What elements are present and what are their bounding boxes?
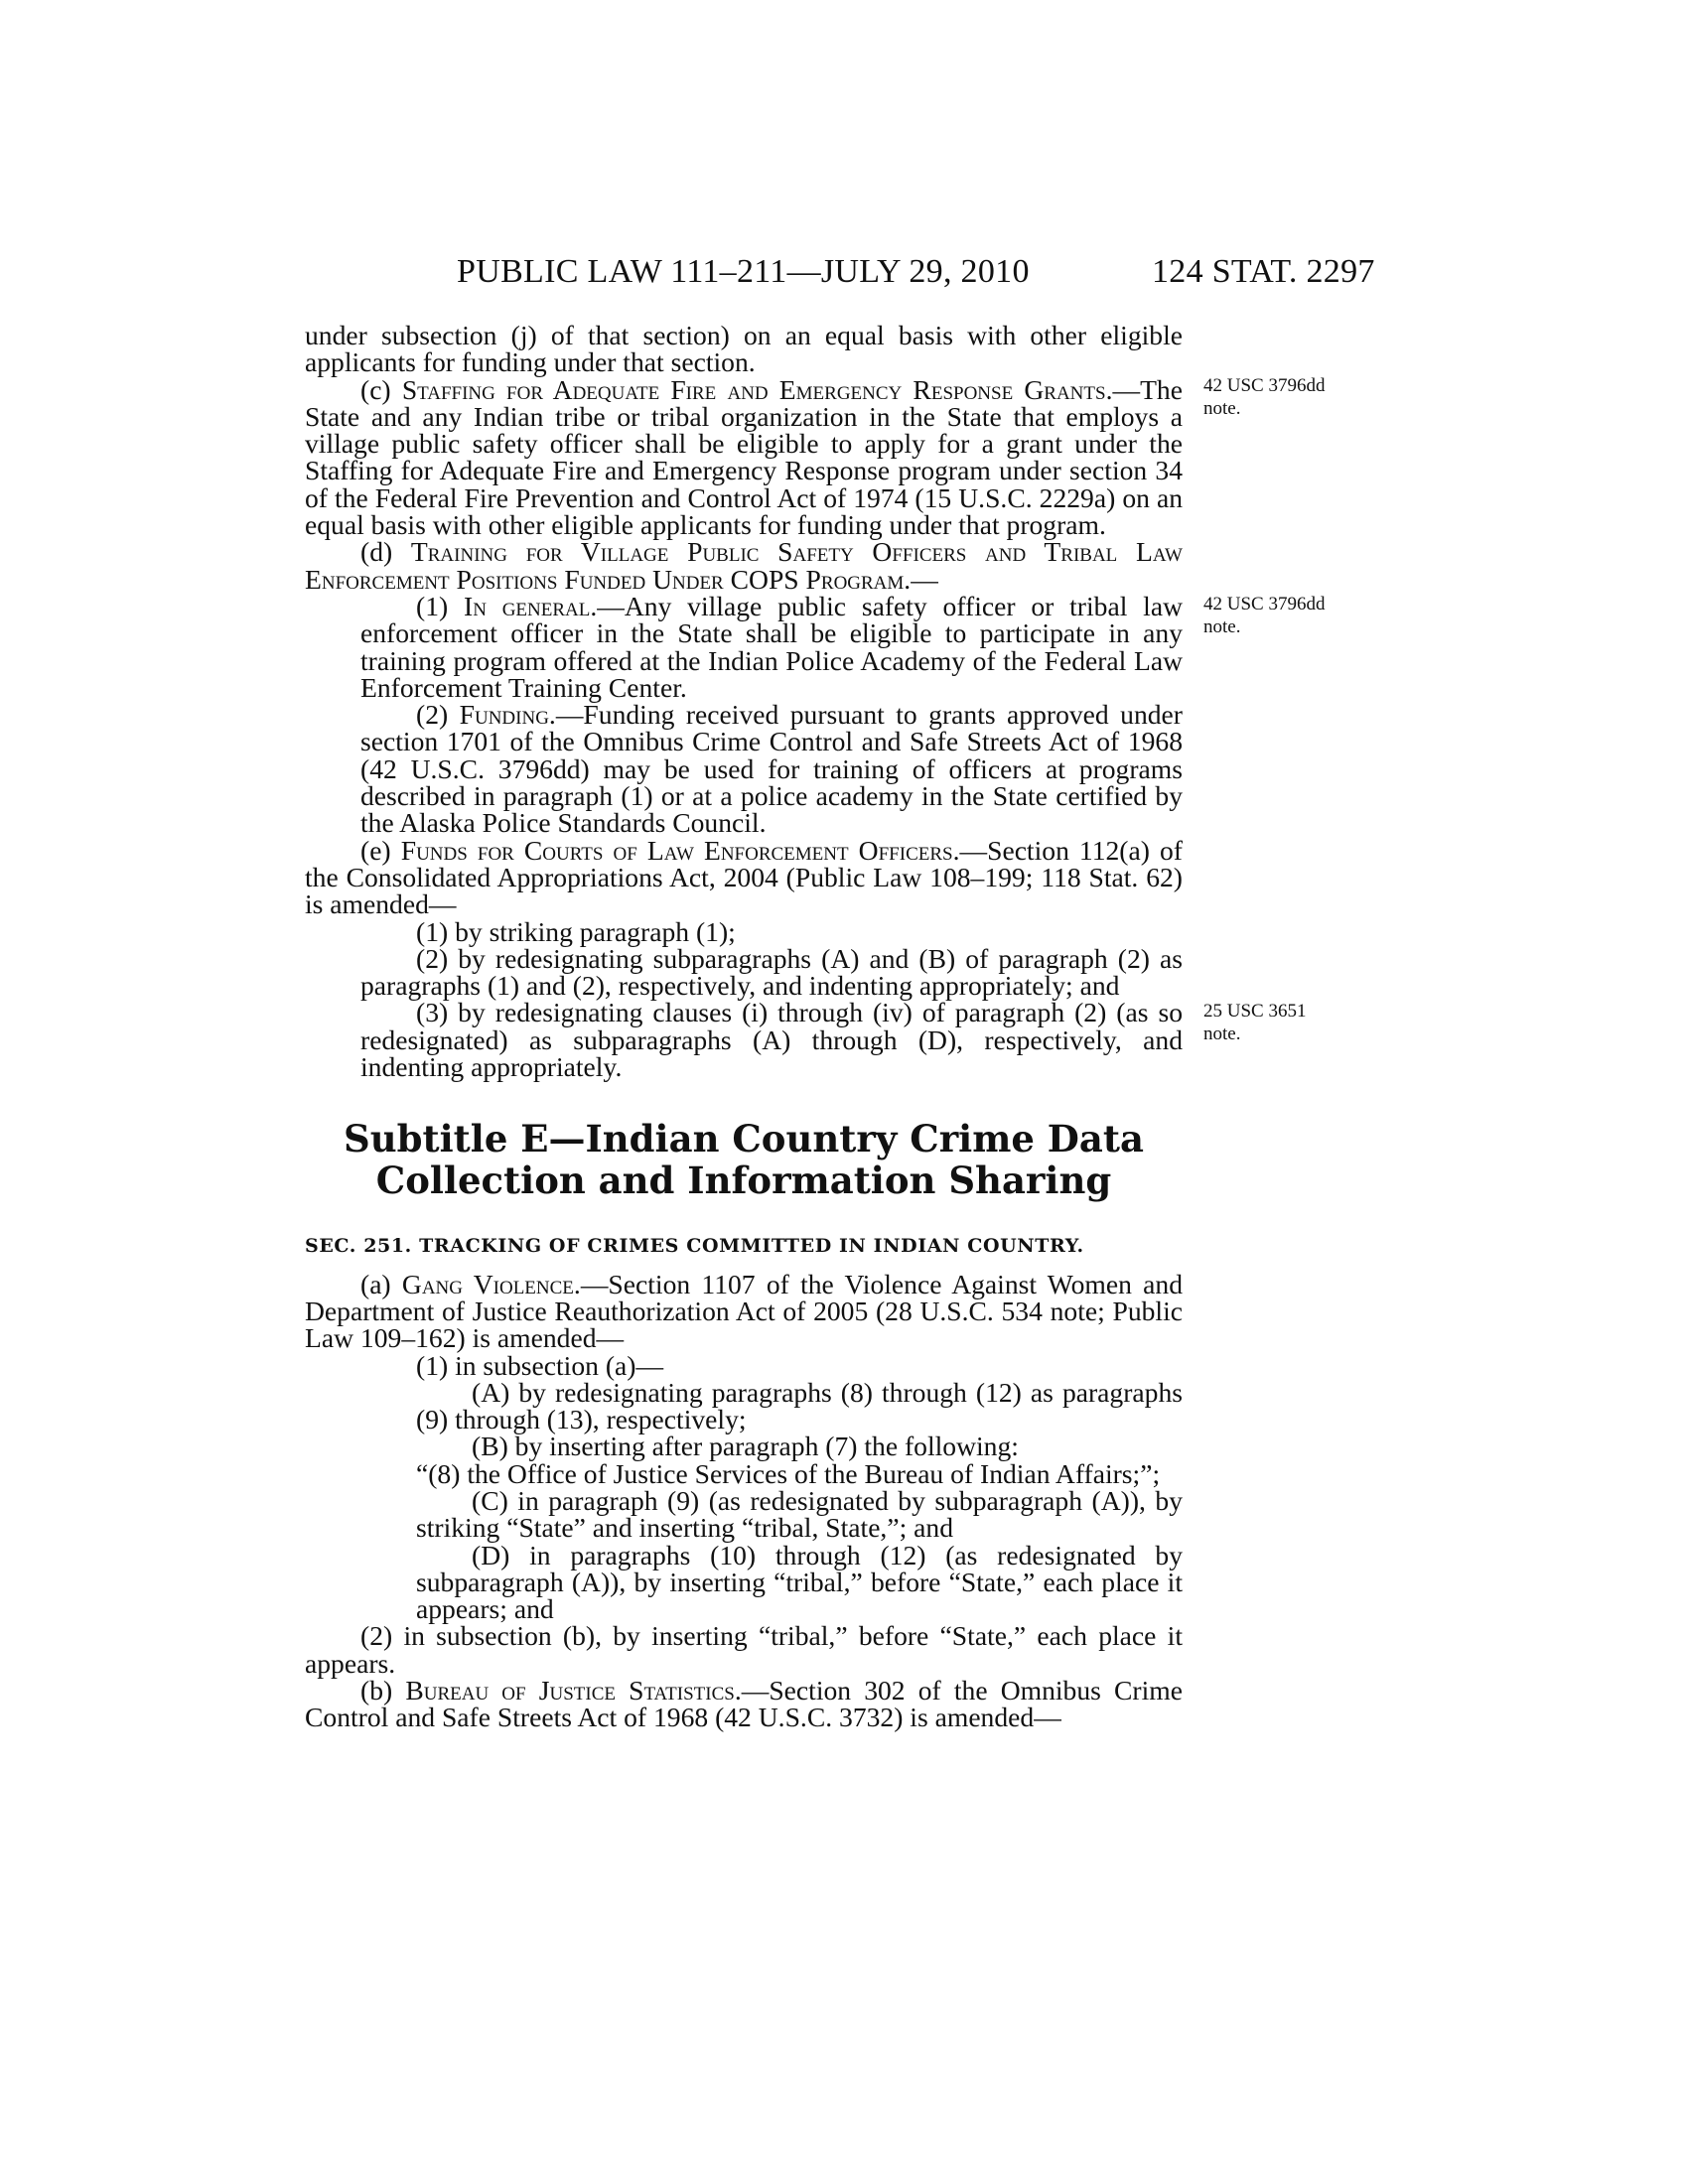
subsection-c-label: (c) bbox=[360, 373, 391, 405]
subtitle-heading bbox=[305, 1118, 1183, 1201]
paragraph-d2 bbox=[305, 699, 1183, 839]
subsection-d-heading: Training for Village Public Safety Officers and Tribal Law Enforcement Positions Funded Under COPS Program. bbox=[305, 536, 1183, 595]
subsection-b-heading: Bureau of Justice Statistics. bbox=[405, 1675, 742, 1706]
main-text-column bbox=[305, 322, 1183, 1731]
margin-note-3-suffix: note. bbox=[1203, 1024, 1241, 1044]
paragraph-d1 bbox=[305, 590, 1183, 703]
subsection-d-label: (d) bbox=[360, 536, 393, 568]
quoted-insertion: “(8) the Office of Justice Services of the Bureau of Indian Affairs;”; bbox=[416, 1457, 1161, 1489]
subsection-e-text: —Section 112(a) of the Consolidated Appropriations Act, 2004 (Public Law 108–199; 118 Stat. 62) is amended— bbox=[305, 834, 1183, 920]
margin-note-2-suffix: note. bbox=[1203, 616, 1241, 637]
subtitle-line-2: Collection and Information Sharing bbox=[375, 1159, 1112, 1203]
paragraph-e1: (1) by striking paragraph (1); bbox=[416, 915, 736, 947]
subtitle-line-1: Subtitle E—Indian Country Crime Data bbox=[344, 1117, 1144, 1161]
margin-note-3-citation: 25 USC 3651 bbox=[1203, 1001, 1307, 1022]
subsection-a-heading: Gang Violence. bbox=[401, 1268, 581, 1299]
margin-note-1-citation: 42 USC 3796dd bbox=[1203, 375, 1326, 396]
subsection-a-label: (a) bbox=[360, 1268, 391, 1299]
margin-note-1 bbox=[1203, 374, 1362, 420]
subsection-a-text: —Section 1107 of the Violence Against Women and Department of Justice Reauthorization Act of 2005 (28 U.S.C. 534 note; Public Law 109–162) is amended— bbox=[305, 1268, 1184, 1354]
subparagraph-a-B: (B) by inserting after paragraph (7) the following: bbox=[472, 1431, 1019, 1462]
subsection-b-label: (b) bbox=[360, 1675, 393, 1706]
paragraph-e3: (3) by redesignating clauses (i) through (iv) of paragraph (2) (as so redesignated) as subparagraphs (A) through (D), respectively, and indenting appropriately. bbox=[360, 997, 1183, 1083]
running-header-stat-page: 124 STAT. 2297 bbox=[1152, 253, 1375, 290]
paragraph-d2-text: —Funding received pursuant to grants approved under section 1701 of the Omnibus Crime Control and Safe Streets Act of 1968 (42 U.S.C. 3796dd) may be used for training of officers at programs described in paragraph (1) or at a police academy in the State certified by the Alaska Police Standards Council. bbox=[360, 699, 1183, 839]
paragraph-d1-text: —Any village public safety officer or tribal law enforcement officer in the State shall be eligible to participate in any training program offered at the Indian Police Academy of the Federal Law Enforcement Training Center. bbox=[360, 590, 1183, 703]
margin-note-3 bbox=[1203, 1000, 1362, 1045]
subsection-a bbox=[305, 1268, 1184, 1354]
continued-paragraph: under subsection (j) of that section) on an equal basis with other eligible applicants for funding under that section. bbox=[305, 320, 1183, 378]
margin-note-1-suffix: note. bbox=[1203, 398, 1241, 419]
subsection-d-dash: — bbox=[911, 563, 938, 595]
margin-note-2-citation: 42 USC 3796dd bbox=[1203, 594, 1326, 614]
subparagraph-a-C: (C) in paragraph (9) (as redesignated by subparagraph (A)), by striking “State” and inserting “tribal, State,”; and bbox=[416, 1484, 1183, 1544]
paragraph-e2: (2) by redesignating subparagraphs (A) and (B) of paragraph (2) as paragraphs (1) and (2), respectively, and indenting appropriately; and bbox=[360, 942, 1183, 1002]
paragraph-d2-label: (2) bbox=[416, 699, 449, 731]
paragraph-a1: (1) in subsection (a)— bbox=[416, 1349, 664, 1381]
subsection-c bbox=[305, 373, 1183, 541]
subsection-e-label: (e) bbox=[360, 834, 391, 866]
subparagraph-a-A: (A) by redesignating paragraphs (8) through (12) as paragraphs (9) through (13), respectively; bbox=[416, 1376, 1183, 1435]
subsection-e-heading: Funds for Courts of Law Enforcement Officers. bbox=[400, 834, 960, 866]
subsection-b bbox=[305, 1677, 1183, 1731]
subsection-c-text: —The State and any Indian tribe or tribal organization in the State that employs a village public safety officer shall be eligible to apply for a grant under the Staffing for Adequate Fire and Emergency Response program under section 34 of the Federal Fire Prevention and Control Act of 1974 (15 U.S.C. 2229a) on an equal basis with other eligible applicants for funding under that program. bbox=[305, 373, 1183, 541]
paragraph-d1-label: (1) bbox=[416, 590, 449, 621]
paragraph-d1-heading: In general. bbox=[464, 590, 598, 621]
margin-note-2 bbox=[1203, 593, 1362, 638]
subsection-e bbox=[305, 834, 1183, 920]
subsection-d bbox=[305, 538, 1183, 593]
running-header-title: PUBLIC LAW 111–211—JULY 29, 2010 bbox=[457, 253, 1030, 290]
paragraph-d2-heading: Funding. bbox=[459, 699, 556, 731]
paragraph-a2: (2) in subsection (b), by inserting “tribal,” before “State,” each place it appears. bbox=[305, 1620, 1183, 1679]
section-heading: SEC. 251. TRACKING OF CRIMES COMMITTED IN INDIAN COUNTRY. bbox=[305, 1235, 1084, 1258]
subparagraph-a-D: (D) in paragraphs (10) through (12) (as redesignated by subparagraph (A)), by inserting “tribal,” before “State,” each place it appears; and bbox=[416, 1539, 1183, 1625]
subsection-b-text: —Section 302 of the Omnibus Crime Control and Safe Streets Act of 1968 (42 U.S.C. 3732) is amended— bbox=[305, 1675, 1183, 1733]
subsection-c-heading: Staffing for Adequate Fire and Emergency Response Grants. bbox=[401, 373, 1113, 405]
